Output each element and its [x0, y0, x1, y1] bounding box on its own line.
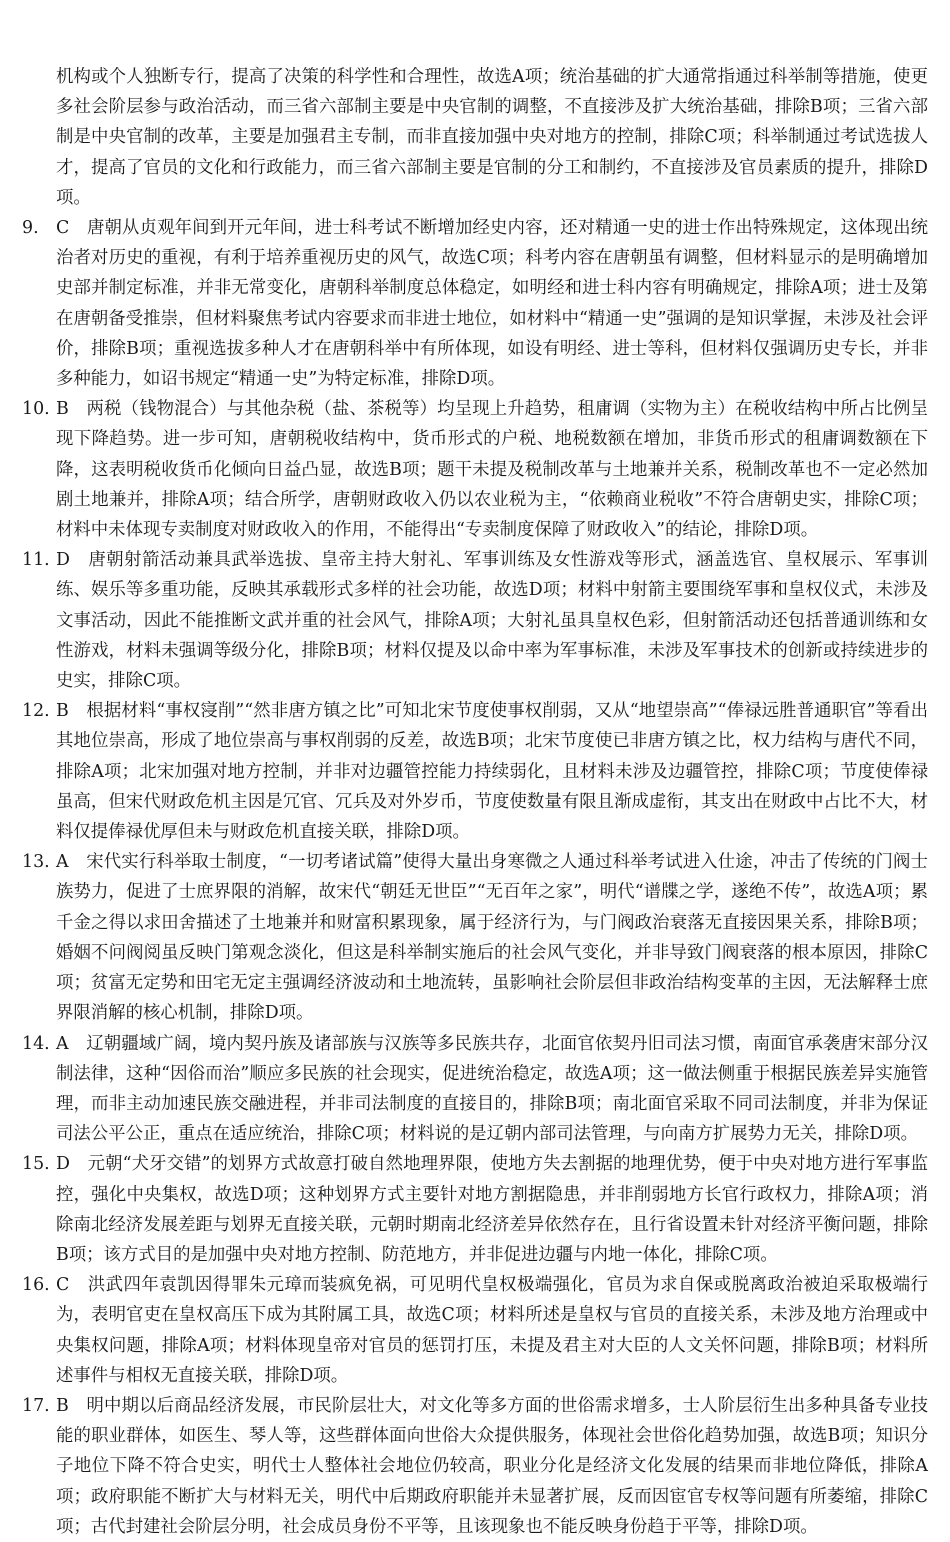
item-explanation: 唐朝射箭活动兼具武举选拔、皇帝主持大射礼、军事训练及女性游戏等形式，涵盖选官、皇权展示、军事训练、娱乐等多重功能，反映其承载形式多样的社会功能，故选D项；材料中射箭主要围绕军事和皇权仪式，未涉及文事活动，因此不能推断文武并重的社会风气，排除A项；大射礼虽具皇权色彩，但射箭活动还包括普通训练和女性游戏，材料未强调等级分化，排除B项；材料仅提及以命中率为军事标准，未涉及军事技术的创新或持续进步的史实，排除C项。 [56, 550, 928, 692]
answer-item-9 [22, 213, 928, 394]
item-body [56, 1149, 928, 1270]
intro-paragraph: 机构或个人独断专行，提高了决策的科学性和合理性，故选A项；统治基础的扩大通常指通过科举制等措施，使更多社会阶层参与政治活动，而三省六部制主要是中央官制的调整，不直接涉及扩大统治基础，排除B项；三省六部制是中央官制的改革，主要是加强君主专制，而非直接加强中央对地方的控制，排除C项；科举制通过考试选拔人才，提高了官员的文化和行政能力，而三省六部制主要是官制的分工和制约，不直接涉及官员素质的提升，排除D项。 [56, 67, 928, 208]
answer-item-17 [22, 1391, 928, 1542]
item-number: 12. [22, 701, 50, 722]
answer-item-10 [22, 394, 928, 545]
item-body [56, 1270, 928, 1391]
item-answer: D [56, 1154, 70, 1175]
item-body [56, 696, 928, 847]
item-answer: C [56, 218, 70, 239]
item-explanation: 唐朝从贞观年间到开元年间，进士科考试不断增加经史内容，还对精通一史的进士作出特殊规定，这体现出统治者对历史的重视，有利于培养重视历史的风气，故选C项；科考内容在唐朝虽有调整，但材料显示的是明确增加史部并制定标准，并非无常变化，唐朝科举制度总体稳定，如明经和进士科内容有明确规定，排除A项；进士及第在唐朝备受推崇，但材料聚焦考试内容要求而非进士地位，如材料中“精通一史”强调的是知识掌握，未涉及社会评价，排除B项；重视选拔多种人才在唐朝科举中有所体现，如设有明经、进士等科，但材料仅强调历史专长，并非多种能力，如诏书规定“精通一史”为特定标准，排除D项。 [56, 218, 928, 390]
item-number: 13. [22, 852, 50, 873]
item-number: 15. [22, 1154, 50, 1175]
item-explanation: 辽朝疆域广阔，境内契丹族及诸部族与汉族等多民族共存，北面官依契丹旧司法习惯，南面官承袭唐宋部分汉制法律，这种“因俗而治”顺应多民族的社会现实，促进统治稳定，故选A项；这一做法侧重于根据民族差异实施管理，而非主动加速民族交融进程，并非司法制度的直接目的，排除B项；南北面官采取不同司法制度，并非为保证司法公平公正，重点在适应统治，排除C项；材料说的是辽朝内部司法管理，与向南方扩展势力无关，排除D项。 [56, 1033, 928, 1145]
item-answer: B [56, 399, 69, 420]
item-body [56, 847, 928, 1028]
item-number: 11. [22, 550, 50, 571]
answer-item-15 [22, 1149, 928, 1270]
answer-item-11 [22, 545, 928, 696]
item-number: 16. [22, 1275, 50, 1296]
item-explanation: 两税（钱物混合）与其他杂税（盐、茶税等）均呈现上升趋势，租庸调（实物为主）在税收结构中所占比例呈现下降趋势。进一步可知，唐朝税收结构中，货币形式的户税、地税数额在增加，非货币形式的租庸调数额在下降，这表明税收货币化倾向日益凸显，故选B项；题干未提及税制改革与土地兼并关系，税制改革也不一定必然加剧土地兼并，排除A项；结合所学，唐朝财政收入仍以农业税为主，“依赖商业税收”不符合唐朝史实，排除C项；材料中未体现专卖制度对财政收入的作用，不能得出“专卖制度保障了财政收入”的结论，排除D项。 [56, 399, 928, 541]
item-body [56, 545, 928, 696]
item-explanation: 洪武四年袁凯因得罪朱元璋而装疯免祸，可见明代皇权极端强化，官员为求自保或脱离政治被迫采取极端行为，表明官吏在皇权高压下成为其附属工具，故选C项；材料所述是皇权与官员的直接关系，未涉及地方治理或中央集权问题，排除A项；材料体现皇帝对官员的惩罚打压，未提及君主对大臣的人文关怀问题，排除B项；材料所述事件与相权无直接关联，排除D项。 [56, 1275, 928, 1386]
item-answer: D [56, 550, 70, 571]
item-number: 9. [22, 218, 39, 239]
item-number: 10. [22, 399, 50, 420]
item-number: 17. [22, 1395, 50, 1416]
answer-item-13 [22, 847, 928, 1028]
item-explanation: 明中期以后商品经济发展，市民阶层壮大，对文化等多方面的世俗需求增多，士人阶层衍生出多种具备专业技能的职业群体，如医生、琴人等，这些群体面向世俗大众提供服务，体现社会世俗化趋势加强，故选B项；知识分子地位下降不符合史实，明代士人整体社会地位仍较高，职业分化是经济文化发展的结果而非地位降低，排除A项；政府职能不断扩大与材料无关，明代中后期政府职能并未显著扩展，反而因宦官专权等问题有所萎缩，排除C项；古代封建社会阶层分明，社会成员身份不平等，且该现象也不能反映身份趋于平等，排除D项。 [56, 1395, 928, 1537]
item-explanation: 元朝“犬牙交错”的划界方式故意打破自然地理界限，使地方失去割据的地理优势，便于中央对地方进行军事监控，强化中央集权，故选D项；这种划界方式主要针对地方割据隐患，并非削弱地方长官行政权力，排除A项；消除南北经济发展差距与划界无直接关联，元朝时期南北经济差异依然存在，且行省设置未针对经济平衡问题，排除B项；该方式目的是加强中央对地方控制、防范地方，并非促进边疆与内地一体化，排除C项。 [56, 1154, 928, 1265]
item-explanation: 宋代实行科举取士制度，“一切考诸试篇”使得大量出身寒微之人通过科举考试进入仕途，冲击了传统的门阀士族势力，促进了士庶界限的消解，故宋代“朝廷无世臣”“无百年之家”，明代“谱牒之学，遂绝不传”，故选A项；累千金之得以求田舍描述了土地兼并和财富积累现象，属于经济行为，与门阀政治衰落无直接因果关系，排除B项；婚姻不问阀阅虽反映门第观念淡化，但这是科举制实施后的社会风气变化，并非导致门阀衰落的根本原因，排除C项；贫富无定势和田宅无定主强调经济波动和土地流转，虽影响社会阶层但非政治结构变革的主因，无法解释士庶界限消解的核心机制，排除D项。 [56, 852, 928, 1024]
item-answer: B [56, 1395, 69, 1416]
answer-item-14 [22, 1029, 928, 1150]
item-answer: B [56, 701, 69, 722]
item-answer: A [56, 852, 69, 873]
item-body [56, 1391, 928, 1542]
answer-item-16 [22, 1270, 928, 1391]
item-number: 14. [22, 1033, 50, 1054]
item-answer: C [56, 1275, 70, 1296]
item-body [56, 394, 928, 545]
answer-item-12 [22, 696, 928, 847]
item-body [56, 213, 928, 394]
item-answer: A [56, 1033, 69, 1054]
item-explanation: 根据材料“事权寖削”“然非唐方镇之比”可知北宋节度使事权削弱，又从“地望崇高”“俸禄远胜普通职官”等看出其地位崇高，形成了地位崇高与事权削弱的反差，故选B项；北宋节度使已非唐方镇之比，权力结构与唐代不同，排除A项；北宋加强对地方控制，并非对边疆管控能力持续弱化，且材料未涉及边疆管控，排除C项；节度使俸禄虽高，但宋代财政危机主因是冗官、冗兵及对外岁币，节度使数量有限且渐成虚衔，其支出在财政中占比不大，材料仅提俸禄优厚但未与财政危机直接关联，排除D项。 [56, 701, 928, 843]
item-body [56, 1029, 928, 1150]
